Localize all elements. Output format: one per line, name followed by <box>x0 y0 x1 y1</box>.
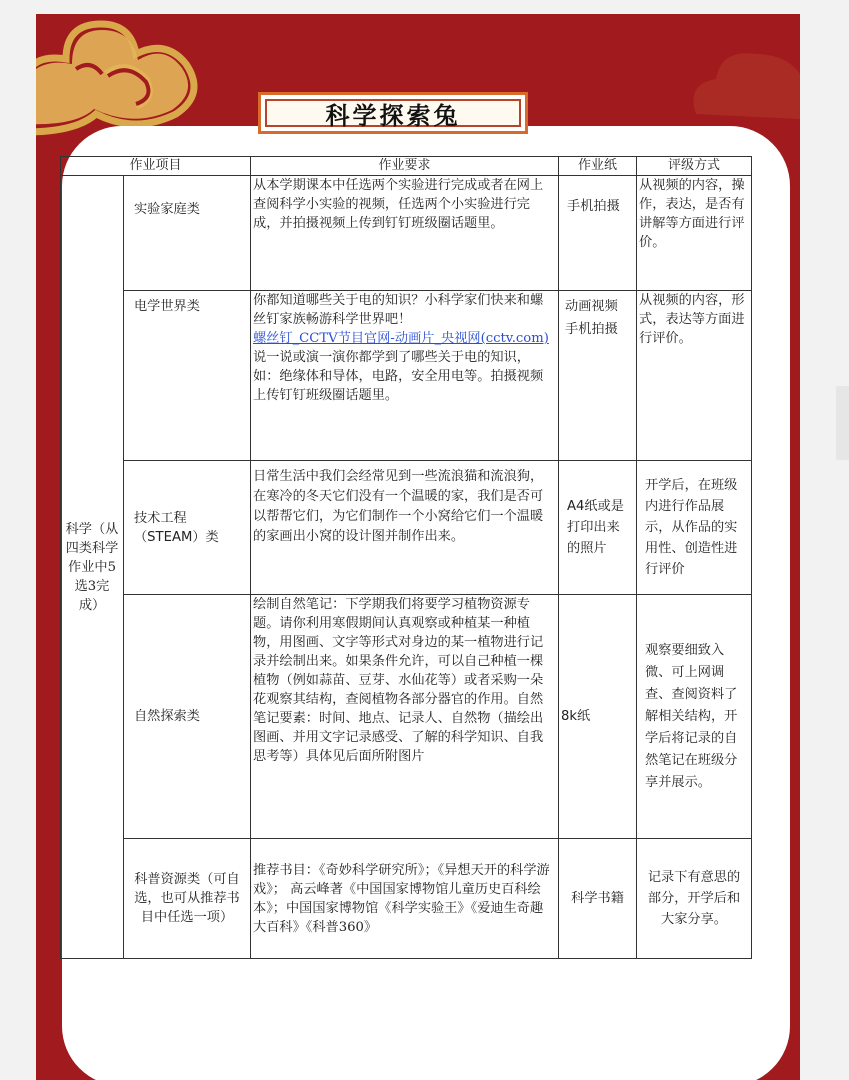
table-row <box>61 291 752 461</box>
row-evaluation: 从视频的内容，操作，表达，是否有讲解等方面进行评价。 <box>637 176 752 291</box>
header-evaluation: 评级方式 <box>637 157 752 176</box>
table-row <box>61 839 752 959</box>
header-project: 作业项目 <box>61 157 251 176</box>
row-paper: 科学书籍 <box>559 839 637 959</box>
homework-table <box>60 156 752 959</box>
row-type: 电学世界类 <box>124 291 251 461</box>
table-header-row <box>61 157 752 176</box>
row-requirement: 从本学期课本中任选两个实验进行完成或者在网上查阅科学小实验的视频，任选两个小实验进行完成，并拍摄视频上传到钉钉班级圈话题里。 <box>251 176 559 291</box>
requirement-intro: 你都知道哪些关于电的知识？小科学家们快来和螺丝钉家族畅游科学世界吧！ <box>253 293 544 327</box>
row-evaluation: 观察要细致入微、可上网调查、查阅资料了解相关结构，开学后将记录的自然笔记在班级分享并展示。 <box>637 595 752 839</box>
requirement-outro: 说一说或演一演你都学到了哪些关于电的知识，如：绝缘体和导体，电路，安全用电等。拍摄视频上传钉钉班级圈话题里。 <box>253 350 544 403</box>
cloud-decoration-left <box>36 14 236 144</box>
row-requirement: 绘制自然笔记：下学期我们将要学习植物资源专题。请你利用寒假期间认真观察或种植某一种植物，用图画、文字等形式对身边的某一植物进行记录并绘制出来。如果条件允许，可以自己种植一棵植物（例如蒜苗、豆芽、水仙花等）或者采购一朵花观察其结构，查阅植物各部分器官的作用。自然笔记要素：时间、地点、记录人、自然物（描绘出图画、并用文字记录感受、了解的科学知识、自我思考等）具体见后面所附图片 <box>251 595 559 839</box>
cctv-link[interactable]: 螺丝钉_CCTV节目官网-动画片_央视网(cctv.com) <box>253 331 549 346</box>
row-paper: 手机拍摄 <box>559 176 637 291</box>
header-paper: 作业纸 <box>559 157 637 176</box>
table-row <box>61 461 752 595</box>
row-type: 技术工程（STEAM）类 <box>124 461 251 595</box>
row-requirement: 日常生活中我们会经常见到一些流浪猫和流浪狗，在寒冷的冬天它们没有一个温暖的家，我们是否可以帮帮它们，为它们制作一个小窝给它们一个温暖的家画出小窝的设计图并制作出来。 <box>251 461 559 595</box>
row-evaluation: 记录下有意思的部分，开学后和大家分享。 <box>637 839 752 959</box>
row-paper: 动画视频 手机拍摄 <box>559 291 637 461</box>
title-banner <box>258 92 528 134</box>
row-type: 实验家庭类 <box>124 176 251 291</box>
row-type: 科普资源类（可自选，也可从推荐书目中任选一项） <box>124 839 251 959</box>
page-title: 科学探索兔 <box>325 101 461 130</box>
row-evaluation: 从视频的内容，形式，表达等方面进行评价。 <box>637 291 752 461</box>
row-requirement <box>251 291 559 461</box>
row-type: 自然探索类 <box>124 595 251 839</box>
row-paper: 8k纸 <box>559 595 637 839</box>
row-paper: A4纸或是打印出来的照片 <box>559 461 637 595</box>
subject-cell: 科学（从四类科学作业中5选3完成） <box>61 176 124 959</box>
row-requirement: 推荐书目：《奇妙科学研究所》；《异想天开的科学游戏》； 高云峰著《中国国家博物馆儿童历史百科绘本》；中国国家博物馆《科学实验王》《爱迪生奇趣大百科》《科普360》 <box>251 839 559 959</box>
table-row <box>61 176 752 291</box>
cloud-decoration-right <box>676 34 800 124</box>
header-requirement: 作业要求 <box>251 157 559 176</box>
side-scroll-handle[interactable] <box>836 386 849 460</box>
row-evaluation: 开学后，在班级内进行作品展示，从作品的实用性、创造性进行评价 <box>637 461 752 595</box>
table-row <box>61 595 752 839</box>
